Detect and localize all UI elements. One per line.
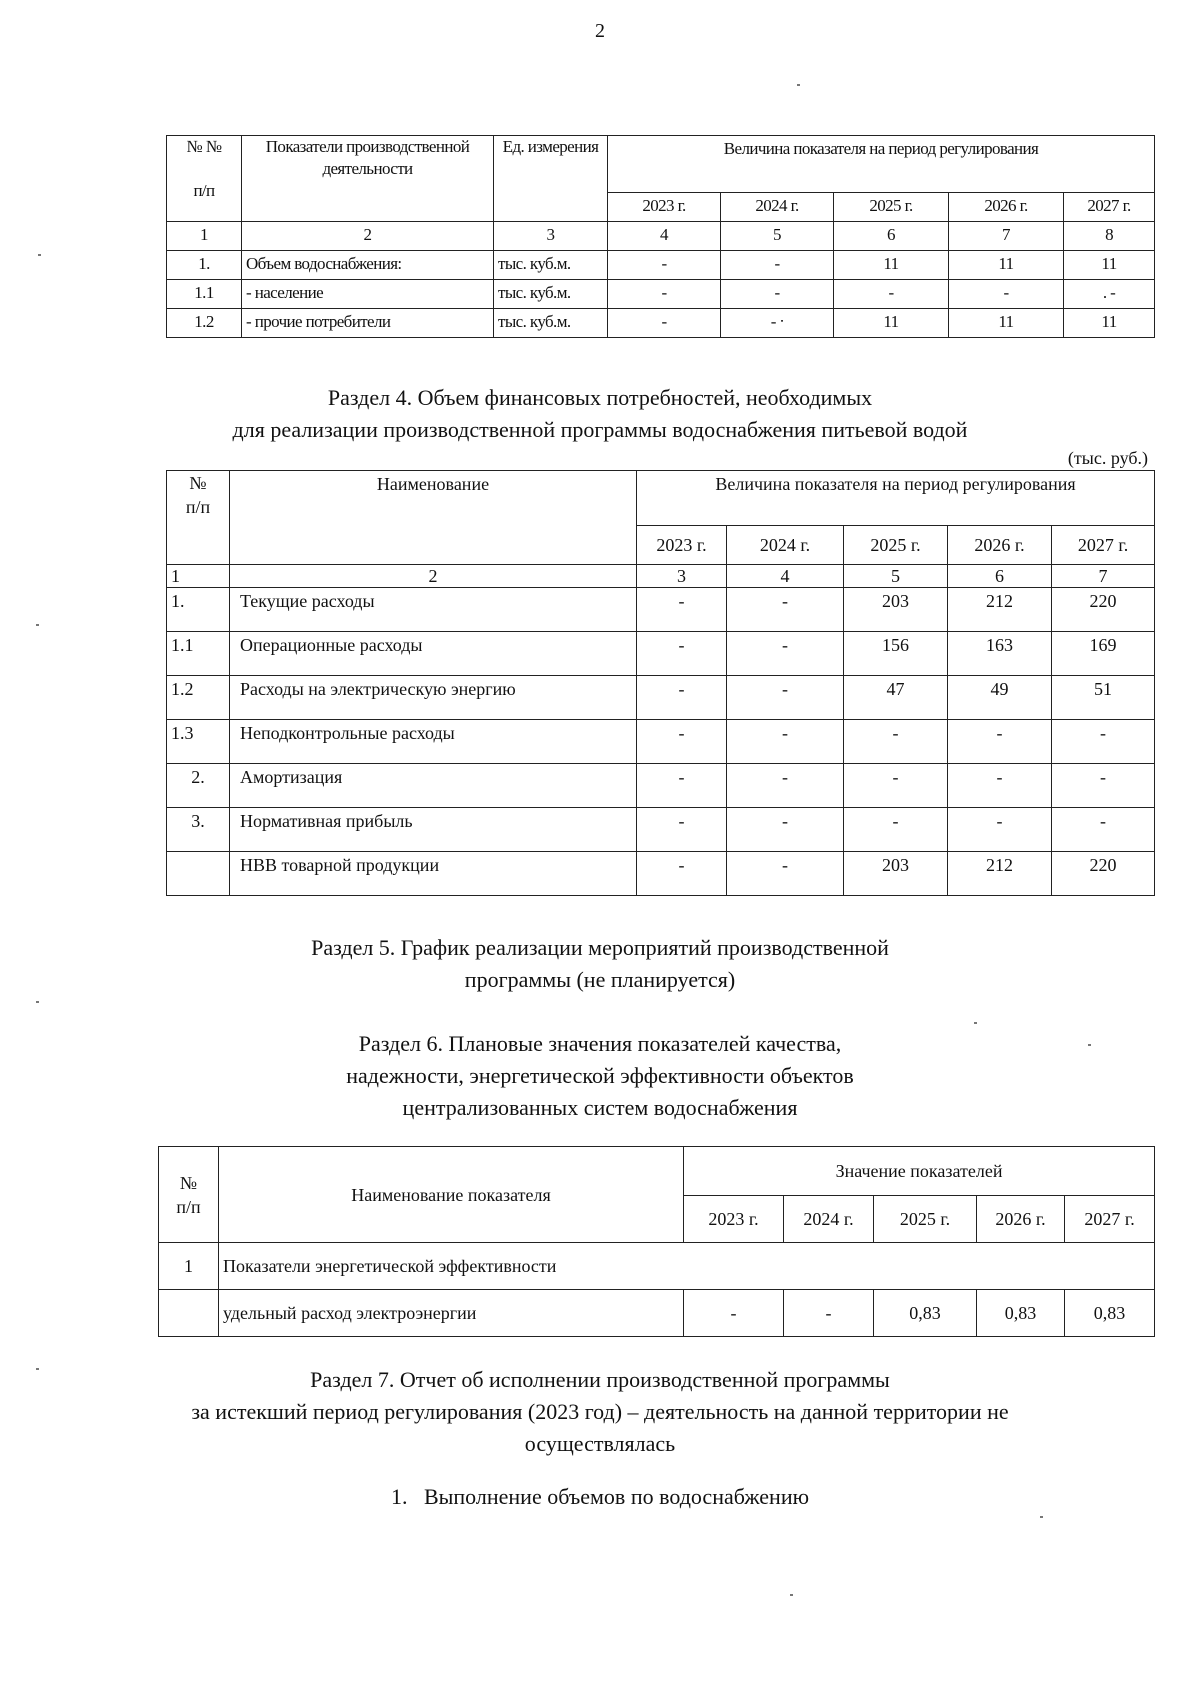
row-number: 2. <box>167 764 230 808</box>
column-header-values: Значение показателей <box>684 1147 1155 1196</box>
section4-title-line1: Раздел 4. Объем финансовых потребностей, необходимых <box>327 385 873 410</box>
column-header-unit: Ед. измерения <box>494 136 608 222</box>
table-row <box>167 808 1155 852</box>
section5-title-line2: программы (не планируется) <box>464 967 736 992</box>
section7-title-line3: осуществлялась <box>524 1431 676 1456</box>
row-value: 0,83 <box>977 1290 1065 1337</box>
column-number-row <box>167 565 1155 588</box>
row-value: - <box>784 1290 874 1337</box>
table-group-row <box>159 1243 1155 1290</box>
row-number: 3. <box>167 808 230 852</box>
row-name: Расходы на электрическую энергию <box>230 676 637 720</box>
row-value: 11 <box>949 309 1064 338</box>
row-value: 11 <box>834 309 949 338</box>
list-item-text: Выполнение объемов по водоснабжению <box>423 1484 810 1509</box>
column-header-year: 2026 г. <box>977 1196 1065 1243</box>
scan-speck <box>797 84 800 86</box>
table-row <box>167 632 1155 676</box>
column-header-number: № п/п <box>167 471 230 565</box>
column-header-year: 2026 г. <box>949 193 1064 222</box>
row-name: Операционные расходы <box>230 632 637 676</box>
column-header-year: 2024 г. <box>727 526 844 565</box>
list-item <box>0 1484 1200 1510</box>
table-header-row <box>167 136 1155 193</box>
row-value: - <box>949 280 1064 309</box>
row-value: - <box>637 676 727 720</box>
row-value: - <box>1052 764 1155 808</box>
scan-speck <box>36 1001 39 1003</box>
column-number: 1 <box>167 222 242 251</box>
row-value: - <box>608 251 721 280</box>
table-header-row <box>167 471 1155 526</box>
section4-unit-note: (тыс. руб.) <box>1067 448 1148 468</box>
row-value: 49 <box>948 676 1052 720</box>
row-value: - <box>637 588 727 632</box>
financial-needs-table <box>166 470 1155 896</box>
row-name: Текущие расходы <box>230 588 637 632</box>
row-value: - <box>721 280 834 309</box>
row-value: - <box>948 720 1052 764</box>
row-value: - <box>727 852 844 896</box>
row-value: . - <box>1064 280 1155 309</box>
row-value: - <box>721 251 834 280</box>
column-number: 6 <box>834 222 949 251</box>
section5-title-line1: Раздел 5. График реализации мероприятий производственной <box>311 935 889 960</box>
scan-speck <box>1088 1044 1091 1046</box>
list-item-number: 1. <box>390 1484 408 1509</box>
scan-speck <box>790 1594 793 1596</box>
table-row <box>167 251 1155 280</box>
section7-title-line2: за истекший период регулирования (2023 год) – деятельность на данной территории не <box>191 1399 1009 1424</box>
row-name: Неподконтрольные расходы <box>230 720 637 764</box>
table-header-row <box>159 1147 1155 1196</box>
column-header-year: 2023 г. <box>637 526 727 565</box>
row-value: 156 <box>844 632 948 676</box>
row-number: 1. <box>167 588 230 632</box>
section7-title-line1: Раздел 7. Отчет об исполнении производственной программы <box>310 1367 890 1392</box>
table-row <box>167 280 1155 309</box>
row-value: 11 <box>1064 309 1155 338</box>
column-header-year: 2024 г. <box>721 193 834 222</box>
row-value: - <box>1052 808 1155 852</box>
column-header-name: Наименование <box>230 471 637 565</box>
row-value: - <box>637 764 727 808</box>
column-number: 7 <box>1052 565 1155 588</box>
row-value: - <box>844 720 948 764</box>
row-number: 1.2 <box>167 676 230 720</box>
row-name: Амортизация <box>230 764 637 808</box>
row-value: - <box>844 764 948 808</box>
column-number: 6 <box>948 565 1052 588</box>
row-value: - <box>637 720 727 764</box>
row-value: - <box>727 676 844 720</box>
scan-speck <box>36 624 39 626</box>
row-value: 212 <box>948 588 1052 632</box>
row-unit: тыс. куб.м. <box>494 309 608 338</box>
row-value: 163 <box>948 632 1052 676</box>
row-value: 11 <box>949 251 1064 280</box>
row-value: - <box>727 632 844 676</box>
scan-speck <box>38 254 41 256</box>
row-unit: тыс. куб.м. <box>494 251 608 280</box>
column-header-number: № № п/п <box>167 136 242 222</box>
row-value: 47 <box>844 676 948 720</box>
column-header-number: № п/п <box>159 1147 219 1243</box>
column-header-year: 2023 г. <box>684 1196 784 1243</box>
scan-speck <box>36 1368 39 1370</box>
row-name: Нормативная прибыль <box>230 808 637 852</box>
column-header-year: 2024 г. <box>784 1196 874 1243</box>
row-value: - <box>948 764 1052 808</box>
row-value: 11 <box>834 251 949 280</box>
row-value: - <box>608 280 721 309</box>
row-number <box>159 1290 219 1337</box>
row-value: - <box>637 632 727 676</box>
row-value: 203 <box>844 852 948 896</box>
column-header-period: Величина показателя на период регулирования <box>608 136 1155 193</box>
column-number: 1 <box>167 565 230 588</box>
column-number: 3 <box>637 565 727 588</box>
column-header-year: 2027 г. <box>1052 526 1155 565</box>
table-row <box>167 588 1155 632</box>
row-value: - <box>948 808 1052 852</box>
table-row <box>167 309 1155 338</box>
row-value: - <box>684 1290 784 1337</box>
column-header-year: 2025 г. <box>834 193 949 222</box>
row-value: 0,83 <box>874 1290 977 1337</box>
quality-indicators-table <box>158 1146 1155 1337</box>
table-row <box>167 676 1155 720</box>
row-number: 1 <box>159 1243 219 1290</box>
row-value: - <box>1052 720 1155 764</box>
row-value: 220 <box>1052 852 1155 896</box>
column-number: 4 <box>608 222 721 251</box>
table-row <box>167 764 1155 808</box>
column-number: 4 <box>727 565 844 588</box>
row-value: 0,83 <box>1065 1290 1155 1337</box>
row-value: 203 <box>844 588 948 632</box>
scan-speck <box>974 1022 977 1024</box>
row-value: 169 <box>1052 632 1155 676</box>
row-value: - <box>834 280 949 309</box>
table-row-total <box>167 852 1155 896</box>
row-number <box>167 852 230 896</box>
row-value: 212 <box>948 852 1052 896</box>
row-value: - <box>727 764 844 808</box>
row-value: - <box>608 309 721 338</box>
row-value: - <box>727 720 844 764</box>
column-header-period: Величина показателя на период регулирования <box>637 471 1155 526</box>
row-name: удельный расход электроэнергии <box>219 1290 684 1337</box>
column-header-year: 2023 г. <box>608 193 721 222</box>
row-number: 1.1 <box>167 280 242 309</box>
column-number-row <box>167 222 1155 251</box>
column-header-year: 2025 г. <box>844 526 948 565</box>
row-name: - прочие потребители <box>242 309 494 338</box>
row-unit: тыс. куб.м. <box>494 280 608 309</box>
section6-title-line3: централизованных систем водоснабжения <box>402 1095 798 1120</box>
row-value: 220 <box>1052 588 1155 632</box>
column-number: 7 <box>949 222 1064 251</box>
column-header-year: 2027 г. <box>1064 193 1155 222</box>
column-number: 2 <box>230 565 637 588</box>
row-value: 51 <box>1052 676 1155 720</box>
column-number: 2 <box>242 222 494 251</box>
column-header-year: 2026 г. <box>948 526 1052 565</box>
section6-title-line1: Раздел 6. Плановые значения показателей качества, <box>358 1031 842 1056</box>
row-number: 1.2 <box>167 309 242 338</box>
column-number: 3 <box>494 222 608 251</box>
row-name: НВВ товарной продукции <box>230 852 637 896</box>
row-number: 1.1 <box>167 632 230 676</box>
row-number: 1.3 <box>167 720 230 764</box>
page-number: 2 <box>595 20 605 42</box>
column-number: 8 <box>1064 222 1155 251</box>
row-value: - ᐧ <box>721 309 834 338</box>
column-number: 5 <box>844 565 948 588</box>
row-value: - <box>637 852 727 896</box>
section4-title-line2: для реализации производственной программы водоснабжения питьевой водой <box>232 417 968 442</box>
section6-title-line2: надежности, энергетической эффективности объектов <box>346 1063 854 1088</box>
row-value: - <box>727 588 844 632</box>
table-row <box>167 720 1155 764</box>
table-row <box>159 1290 1155 1337</box>
column-header-name: Наименование показателя <box>219 1147 684 1243</box>
group-name: Показатели энергетической эффективности <box>219 1243 1155 1290</box>
row-number: 1. <box>167 251 242 280</box>
row-value: 11 <box>1064 251 1155 280</box>
row-name: - население <box>242 280 494 309</box>
row-value: - <box>637 808 727 852</box>
production-indicators-table <box>166 135 1155 338</box>
column-number: 5 <box>721 222 834 251</box>
row-value: - <box>727 808 844 852</box>
row-value: - <box>844 808 948 852</box>
column-header-year: 2025 г. <box>874 1196 977 1243</box>
column-header-year: 2027 г. <box>1065 1196 1155 1243</box>
scan-speck <box>1040 1516 1043 1518</box>
column-header-indicator: Показатели производственной деятельности <box>242 136 494 222</box>
row-name: Объем водоснабжения: <box>242 251 494 280</box>
